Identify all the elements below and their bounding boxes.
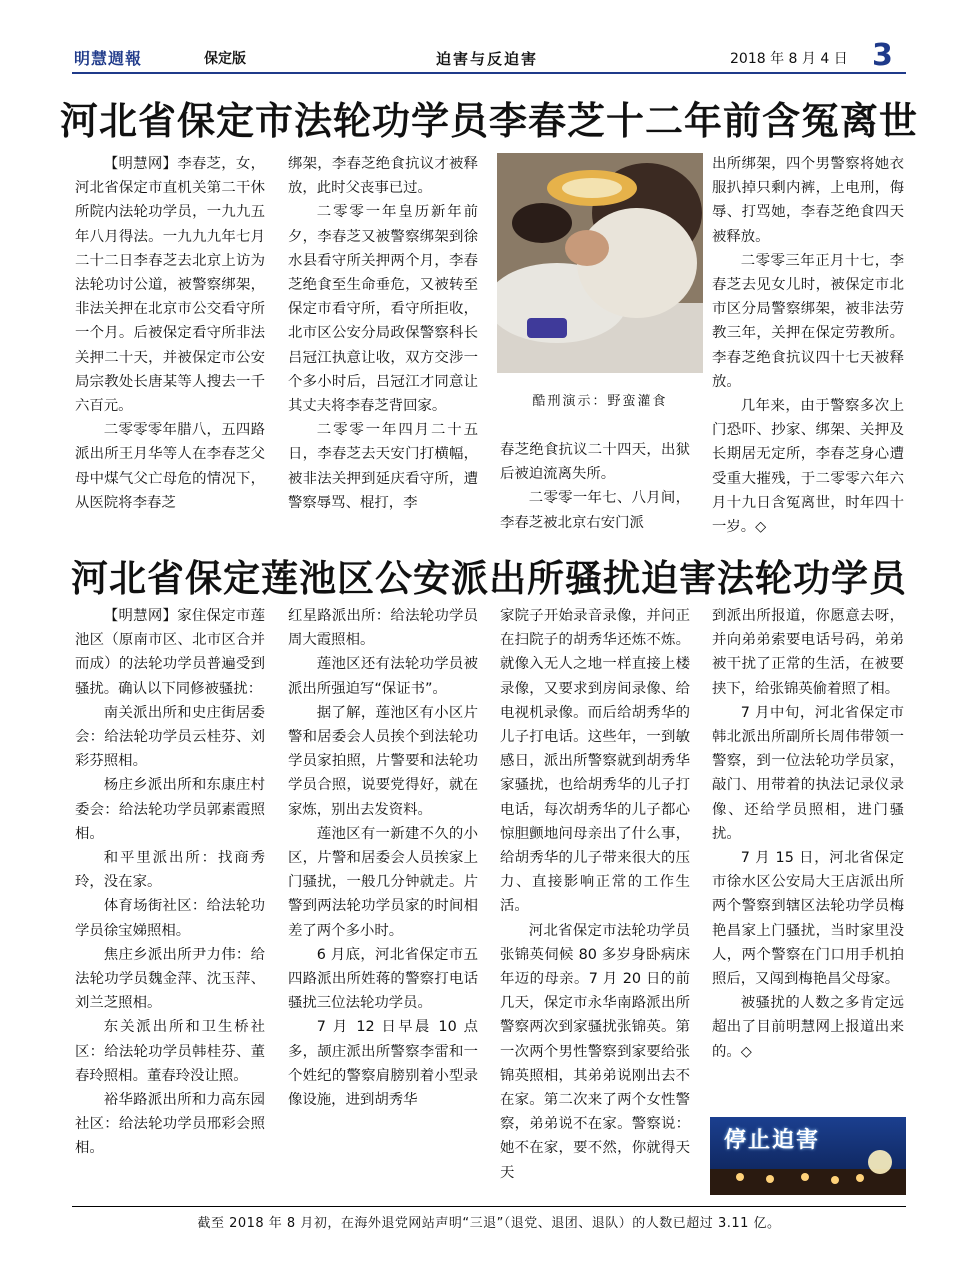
page-number: 3: [872, 38, 893, 73]
article-1-title: 河北省保定市法轮功学员李春芝十二年前含冤离世: [60, 98, 919, 143]
paragraph: 焦庄乡派出所尹力伟：给法轮功学员魏金萍、沈玉萍、刘兰芝照相。: [75, 946, 265, 1012]
paragraph: 家院子开始录音录像，并问正在扫院子的胡秀华还炼不炼。就像入无人之地一样直接上楼录像，又要求到房间录像、给电视机录像。而后给胡秀华的儿子打电话。这些年，一到敏感日，派出所警察就到胡秀华家骚扰，也给胡秀华的儿子打电话，每次胡秀华的儿子都心惊胆颤地问母亲出了什么事，给胡秀华的儿子带来很大的压力、直接影响正常的工作生活。: [500, 608, 690, 915]
article-2-column-2: [288, 604, 478, 1112]
paragraph: 杨庄乡派出所和东康庄村委会：给法轮功学员郭素霞照相。: [75, 777, 265, 842]
paragraph: 和平里派出所：找商秀玲，没在家。: [75, 850, 265, 891]
photo-caption: 酷刑演示：野蛮灌食: [532, 394, 668, 409]
article-2-column-3: [500, 604, 690, 1185]
article-1-column-1: [75, 152, 265, 515]
paragraph: 红星路派出所：给法轮功学员周大霞照相。: [288, 608, 478, 649]
paragraph: 河北省保定市法轮功学员张锦英伺候 80 多岁身卧病床年迈的母亲。7 月 20 日的前几天，保定市永华南路派出所警察两次到家骚扰张锦英。第一次两个男性警察到家要给张锦英照相，其弟弟说刚出去不在家。第二次来了两个女性警察，弟弟说不在家。警察说：她不在家，要不然，你就得天天: [500, 922, 690, 1181]
section-label: 迫害与反迫害: [436, 50, 539, 68]
paragraph: 7 月 15 日，河北省保定市徐水区公安局大王店派出所两个警察到辖区法轮功学员梅艳昌家上门骚扰，当时家里没人，两个警察在门口用手机拍照后，又闯到梅艳昌父母家。: [712, 850, 904, 988]
paragraph: 体育场街社区：给法轮功学员徐宝娣照相。: [75, 898, 265, 939]
paragraph: 莲池区有一新建不久的小区，片警和居委会人员挨家上门骚扰，一般几分钟就走。片警到两法轮功学员家的时间相差了两个多小时。: [288, 825, 478, 939]
paragraph: 南关派出所和史庄街居委会：给法轮功学员云桂芬、刘彩芬照相。: [75, 704, 265, 770]
masthead: 明慧週報: [74, 49, 143, 68]
torture-demonstration-photo: [497, 153, 703, 373]
paragraph: 到派出所报道，你愿意去呀，并向弟弟索要电话号码，弟弟被干扰了正常的生活，在被要挟下，给张锦英偷着照了相。: [712, 608, 904, 697]
paragraph: 莲池区还有法轮功学员被派出所强迫写“保证书”。: [288, 656, 478, 697]
paragraph: 几年来，由于警察多次上门恐吓、抄家、绑架、关押及长期居无定所，李春芝身心遭受重大摧残，于二零零六年六月十九日含冤离世，时年四十一岁。◇: [712, 398, 904, 536]
paragraph: 绑架，李春芝绝食抗议才被释放，此时父丧事已过。: [288, 156, 478, 197]
paragraph: 二零零一年四月二十五日，李春芝去天安门打横幅，被非法关押到延庆看守所，遭警察辱骂、棍打，李: [288, 422, 478, 511]
stop-persecution-banner: [710, 1117, 906, 1195]
photo-illustration: [497, 153, 703, 373]
article-1-column-3: [500, 438, 690, 535]
paragraph: 被骚扰的人数之多肯定远超出了目前明慧网上报道出来的。◇: [712, 995, 904, 1060]
paragraph: 出所绑架，四个男警察将她衣服扒掉只剩内裤，上电刑，侮辱、打骂她，李春芝绝食四天被释放。: [712, 156, 904, 245]
paragraph: 东关派出所和卫生桥社区：给法轮功学员韩桂芬、董春玲照相。董春玲没让照。: [75, 1019, 265, 1084]
paragraph: 6 月底，河北省保定市五四路派出所姓蒋的警察打电话骚扰三位法轮功学员。: [288, 946, 478, 1012]
article-2-column-1: [75, 604, 265, 1161]
paragraph: 7 月中旬，河北省保定市韩北派出所副所长周伟带领一警察，到一位法轮功学员家，敲门、用带着的执法记录仪录像、还给学员照相，进门骚扰。: [712, 704, 904, 842]
paragraph: 据了解，莲池区有小区片警和居委会人员挨个到法轮功学员家拍照，片警要和法轮功学员合照，说要党得好，就在家炼，别出去发资料。: [288, 704, 478, 818]
paragraph: 二零零三年正月十七，李春芝去见女儿时，被保定市北市区分局警察绑架，被非法劳教三年，关押在保定劳教所。李春芝绝食抗议四十七天被释放。: [712, 252, 904, 390]
header-rule: [72, 72, 906, 74]
article-2-title: 河北省保定莲池区公安派出所骚扰迫害法轮功学员: [71, 556, 907, 600]
issue-date: 2018 年 8 月 4 日: [730, 51, 848, 67]
paragraph: 【明慧网】李春芝，女，河北省保定市直机关第二干休所院内法轮功学员，一九九五年八月得法。一九九九年七月二十二日李春芝去北京上访为法轮功讨公道，被警察绑架，非法关押在北京市公交看守所一个月。后被保定看守所非法关押二十天，并被保定市公安局宗教处长唐某等人搜去一千六百元。: [75, 156, 265, 415]
article-1-column-4: [712, 152, 904, 539]
paragraph: 【明慧网】家住保定市莲池区（原南市区、北市区合并而成）的法轮功学员普遍受到骚扰。确认以下同修被骚扰：: [75, 608, 265, 697]
banner-text: 停止迫害: [724, 1128, 821, 1153]
article-1-column-2: [288, 152, 478, 515]
paragraph: 裕华路派出所和力高东园社区：给法轮功学员邢彩会照相。: [75, 1092, 265, 1157]
paragraph: 7 月 12 日早晨 10 点多，颉庄派出所警察李雷和一个姓纪的警察肩膀别着小型录像设施，进到胡秀华: [288, 1019, 478, 1109]
paragraph: 二零零一年皇历新年前夕，李春芝又被警察绑架到徐水县看守所关押两个月，李春芝绝食至生命垂危，又被转至保定市看守所，看守所拒收，北市区公安分局政保警察科长吕冠江执意让收，双方交涉一个多小时后，吕冠江才同意让其丈夫将李春芝背回家。: [288, 204, 478, 415]
edition-label: 保定版: [204, 51, 246, 67]
footer-notice: 截至 2018 年 8 月初，在海外退党网站声明“三退”（退党、退团、退队）的人数已超过 3.11 亿。: [197, 1216, 781, 1231]
paragraph: 二零零一年七、八月间，李春芝被北京右安门派: [500, 490, 690, 531]
article-2-column-4: [712, 604, 904, 1064]
paragraph: 二零零零年腊八，五四路派出所王月华等人在李春芝父母中煤气父亡母危的情况下，从医院将李春芝: [75, 422, 265, 511]
paragraph: 春芝绝食抗议二十四天，出狱后被迫流离失所。: [500, 442, 690, 483]
footer-rule: [72, 1206, 906, 1207]
